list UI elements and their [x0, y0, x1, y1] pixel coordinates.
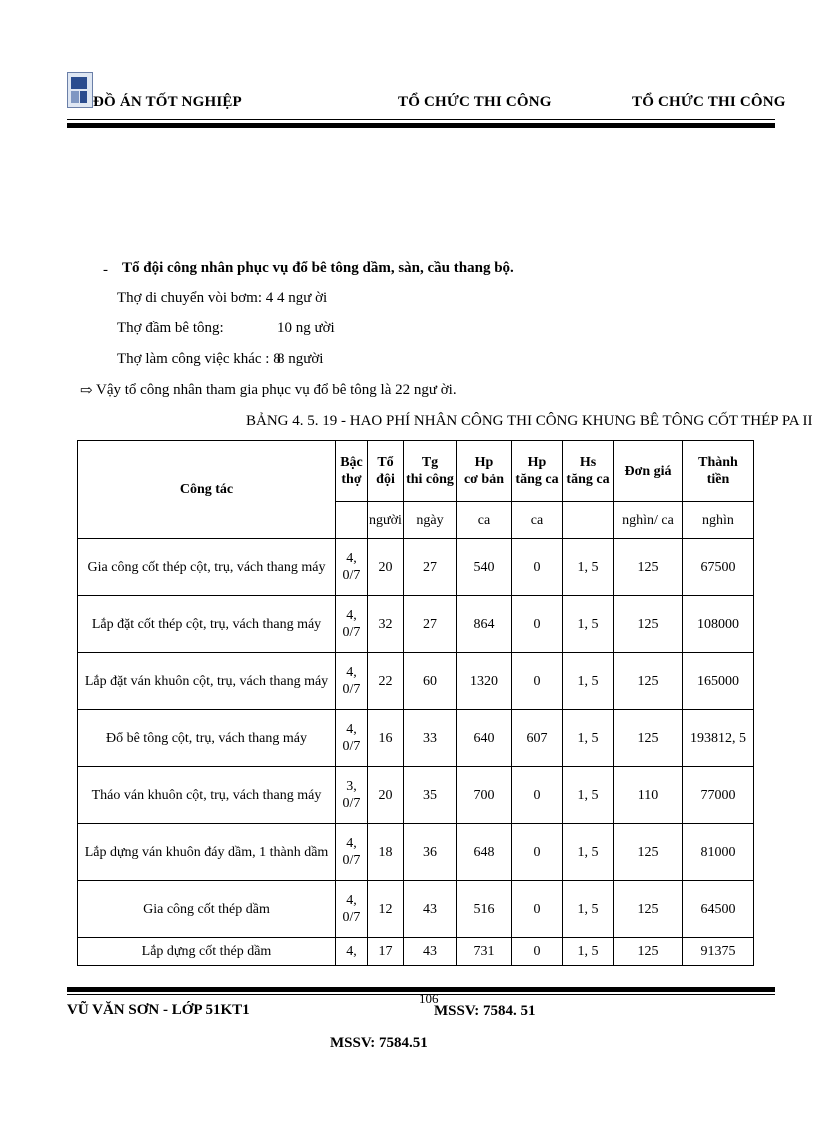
- cell-hs: 1, 5: [563, 881, 614, 938]
- cell-hp-cb: 864: [457, 596, 512, 653]
- cell-don-gia: 125: [614, 881, 683, 938]
- cell-hp-tc: 0: [512, 596, 563, 653]
- labor-cost-table: [77, 440, 754, 966]
- arrow-icon: ⇨: [80, 383, 93, 399]
- cell-to-doi: 16: [368, 710, 404, 767]
- cell-hp-cb: 640: [457, 710, 512, 767]
- cell-thanh-tien: 165000: [683, 653, 754, 710]
- unit-hp-tang-ca: ca: [512, 502, 563, 539]
- worker-line-value: 4 ngư ời: [277, 290, 328, 306]
- table-row: [78, 881, 754, 938]
- worker-line-label: Thợ đầm bê tông:: [117, 320, 224, 336]
- table-row: [78, 824, 754, 881]
- cell-hs: 1, 5: [563, 596, 614, 653]
- cell-thanh-tien: 108000: [683, 596, 754, 653]
- cell-tg: 27: [404, 539, 457, 596]
- cell-hs: 1, 5: [563, 653, 614, 710]
- footer-mssv-below: MSSV: 7584.51: [330, 1035, 428, 1051]
- header-rule-thick: [67, 123, 775, 128]
- col-header-hp-co-ban: Hp cơ bản: [457, 441, 512, 502]
- cell-to-doi: 20: [368, 767, 404, 824]
- col-header-thanh-tien: Thành tiền: [683, 441, 754, 502]
- col-header-tg: Tg thi công: [404, 441, 457, 502]
- cell-don-gia: 125: [614, 539, 683, 596]
- cell-don-gia: 125: [614, 596, 683, 653]
- cell-cong-tac: Lắp đặt cốt thép cột, trụ, vách thang máy: [78, 596, 336, 653]
- cell-don-gia: 125: [614, 653, 683, 710]
- cell-thanh-tien: 81000: [683, 824, 754, 881]
- unit-hs: [563, 502, 614, 539]
- cell-cong-tac: Lắp dựng cốt thép dầm: [78, 938, 336, 966]
- cell-hp-co-ban: 731: [457, 938, 512, 966]
- cell-tg: 35: [404, 767, 457, 824]
- cell-thanh-tien: 193812, 5: [683, 710, 754, 767]
- cell-hp-cb: 516: [457, 881, 512, 938]
- cell-hp-tc: 0: [512, 824, 563, 881]
- cell-hs: 1, 5: [563, 938, 614, 966]
- cell-thanh-tien: 64500: [683, 881, 754, 938]
- table-row: [78, 710, 754, 767]
- unit-thanh-tien: nghìn: [683, 502, 754, 539]
- worker-line-value: 10 ng ười: [277, 320, 335, 336]
- cell-hs: 1, 5: [563, 539, 614, 596]
- table-row: [78, 767, 754, 824]
- cell-hs: 1, 5: [563, 767, 614, 824]
- header-right-title: TỔ CHỨC THI CÔNG: [632, 94, 786, 110]
- cell-don-gia: 125: [614, 938, 683, 966]
- table-row: [78, 596, 754, 653]
- cell-thanh-tien: 67500: [683, 539, 754, 596]
- cell-tg: 43: [404, 881, 457, 938]
- cell-bac-tho: 4, 0/7: [336, 653, 368, 710]
- cell-cong-tac: Gia công cốt thép dầm: [78, 881, 336, 938]
- cell-cong-tac: Lắp đặt ván khuôn cột, trụ, vách thang máy: [78, 653, 336, 710]
- unit-tg: ngày: [404, 502, 457, 539]
- cell-bac-tho: 4,: [336, 938, 368, 966]
- footer-mssv-inline: MSSV: 7584. 51: [434, 1003, 536, 1019]
- cell-to-doi: 18: [368, 824, 404, 881]
- unit-don-gia: nghìn/ ca: [614, 502, 683, 539]
- cell-hp-tc: 0: [512, 539, 563, 596]
- table-caption: BẢNG 4. 5. 19 - HAO PHÍ NHÂN CÔNG THI CÔNG KHUNG BÊ TÔNG CỐT THÉP PA II: [246, 413, 813, 429]
- cell-tg: 43: [404, 938, 457, 966]
- cell-bac-tho: 4, 0/7: [336, 824, 368, 881]
- cell-tg: 33: [404, 710, 457, 767]
- school-logo: [67, 72, 93, 108]
- col-header-hs-tang-ca: Hs tăng ca: [563, 441, 614, 502]
- footer-author: VŨ VĂN SƠN - LỚP 51KT1: [67, 1002, 250, 1018]
- unit-to-doi: người: [368, 502, 404, 539]
- conclusion-text: Vậy tổ công nhân tham gia phục vụ đổ bê tông là 22 ngư ời.: [96, 382, 457, 398]
- cell-bac-tho: 3, 0/7: [336, 767, 368, 824]
- cell-hs: 1, 5: [563, 824, 614, 881]
- header-left-title: ĐỒ ÁN TỐT NGHIỆP: [93, 94, 242, 110]
- worker-line-value: 8 người: [277, 351, 324, 367]
- cell-bac-tho: 4, 0/7: [336, 596, 368, 653]
- cell-tg: 36: [404, 824, 457, 881]
- table-row: [78, 938, 754, 966]
- cell-to-doi: 17: [368, 938, 404, 966]
- cell-cong-tac: Gia công cốt thép cột, trụ, vách thang máy: [78, 539, 336, 596]
- cell-to-doi: 22: [368, 653, 404, 710]
- cell-don-gia: 110: [614, 767, 683, 824]
- cell-to-doi: 20: [368, 539, 404, 596]
- header-rule-thin: [67, 119, 775, 120]
- cell-hp-tc: 0: [512, 767, 563, 824]
- table-header-row: [78, 441, 754, 502]
- cell-bac-tho: 4, 0/7: [336, 881, 368, 938]
- col-header-bac-tho: Bậc thợ: [336, 441, 368, 502]
- worker-line-label: Thợ di chuyển vòi bơm: 4: [117, 290, 274, 306]
- cell-tg: 27: [404, 596, 457, 653]
- cell-hp-tc: 0: [512, 653, 563, 710]
- cell-hp-cb: 648: [457, 824, 512, 881]
- col-header-cong-tac: Công tác: [78, 441, 336, 539]
- cell-hp-tc: 607: [512, 710, 563, 767]
- page-number: 106: [419, 991, 439, 1006]
- cell-thanh-tien: 77000: [683, 767, 754, 824]
- bullet-dash: -: [103, 262, 108, 278]
- unit-hp-co-ban: ca: [457, 502, 512, 539]
- cell-don-gia: 125: [614, 710, 683, 767]
- cell-hp-cb: 540: [457, 539, 512, 596]
- table-row: [78, 539, 754, 596]
- cell-to-doi: 32: [368, 596, 404, 653]
- cell-thanh-tien: 91375: [683, 938, 754, 966]
- cell-bac-tho: 4, 0/7: [336, 539, 368, 596]
- cell-cong-tac: Lắp dựng ván khuôn đáy dầm, 1 thành dầm: [78, 824, 336, 881]
- cell-hp-tc: 0: [512, 881, 563, 938]
- cell-cong-tac: Đổ bê tông cột, trụ, vách thang máy: [78, 710, 336, 767]
- cell-hp-cb: 1320: [457, 653, 512, 710]
- section-heading: Tổ đội công nhân phục vụ đổ bê tông dầm, sàn, cầu thang bộ.: [122, 260, 514, 276]
- cell-hp-cb: 700: [457, 767, 512, 824]
- cell-hs: 1, 5: [563, 710, 614, 767]
- col-header-to-doi: Tổ đội: [368, 441, 404, 502]
- col-header-don-gia: Đơn giá: [614, 441, 683, 502]
- unit-bac-tho: [336, 502, 368, 539]
- cell-don-gia: 125: [614, 824, 683, 881]
- cell-hp-tang-ca: 0: [512, 938, 563, 966]
- table-row: [78, 653, 754, 710]
- cell-tg: 60: [404, 653, 457, 710]
- cell-cong-tac: Tháo ván khuôn cột, trụ, vách thang máy: [78, 767, 336, 824]
- cell-to-doi: 12: [368, 881, 404, 938]
- col-header-hp-tang-ca: Hp tăng ca: [512, 441, 563, 502]
- cell-bac-tho: 4, 0/7: [336, 710, 368, 767]
- worker-line-label: Thợ làm công việc khác : 8: [117, 351, 281, 367]
- header-center-title: TỔ CHỨC THI CÔNG: [398, 94, 552, 110]
